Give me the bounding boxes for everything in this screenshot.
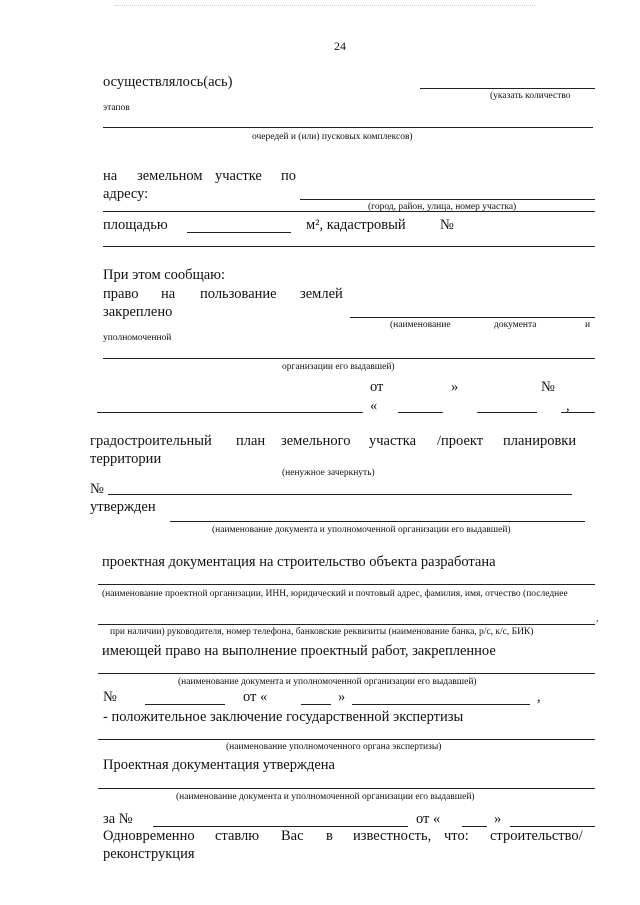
text-notice-w7: строительство/: [490, 828, 583, 844]
text-address: адресу:: [103, 186, 149, 202]
area-field[interactable]: [187, 232, 291, 233]
text-right-w4: землей: [300, 286, 343, 302]
design-permit-field[interactable]: [98, 673, 595, 674]
text-plan-w5: /проект: [437, 433, 484, 449]
text-carried-out: осуществлялось(ась): [103, 74, 233, 90]
text-comma-2: ,: [537, 689, 541, 705]
address-field[interactable]: [300, 199, 595, 200]
page-number: 24: [334, 39, 346, 53]
queues-field[interactable]: [103, 127, 593, 128]
text-notice-w3: Вас: [281, 828, 304, 844]
text-quote-open: «: [370, 398, 378, 414]
hint-doc-org-3: (наименование документа и уполномоченной организации его выдавшей): [176, 792, 475, 802]
text-i-inform: При этом сообщаю:: [103, 267, 226, 283]
text-area: площадью: [103, 217, 168, 233]
design-org-field-continuation[interactable]: [98, 624, 595, 625]
text-notice-w6: что:: [444, 828, 469, 844]
text-approved: утвержден: [90, 499, 156, 515]
text-plan-w3: земельного: [281, 433, 351, 449]
text-notice-w1: Одновременно: [103, 828, 195, 844]
text-number-sign-2: №: [90, 481, 104, 497]
text-plan-w4: участка: [369, 433, 417, 449]
approval-month-year-field[interactable]: [510, 826, 595, 827]
scan-artifact-line: [115, 5, 535, 6]
hint-doc-org: (наименование документа и уполномоченной организации его выдавшей): [212, 525, 511, 535]
text-notice-w4: в: [326, 828, 333, 844]
text-from-3: от «: [416, 811, 441, 827]
stages-count-field[interactable]: [420, 88, 595, 89]
text-land-w4: по: [281, 168, 297, 184]
hint-org-issuer: организации его выдавшей): [282, 362, 395, 372]
text-quote-close-3: »: [494, 811, 502, 827]
day-field[interactable]: [398, 412, 443, 413]
hint-doc-name-w1: (наименование: [390, 320, 451, 330]
hint-doc-name-w2: документа: [494, 320, 537, 330]
text-plan-w6: планировки: [503, 433, 577, 449]
text-notice-w2: ставлю: [215, 828, 260, 844]
text-reconstruction: реконструкция: [103, 846, 195, 862]
text-land-w1: на: [103, 168, 118, 184]
text-plan-w2: план: [236, 433, 266, 449]
text-fixed: закреплено: [103, 304, 173, 320]
design-org-field[interactable]: [98, 584, 595, 585]
hint-doc-name-w3: и: [585, 320, 591, 330]
month-field[interactable]: [477, 412, 537, 413]
hint-stages-count: (указать количество: [490, 91, 571, 101]
plan-approval-field[interactable]: [170, 521, 585, 522]
text-right-w1: право: [103, 286, 139, 302]
text-cadastral-number-sign: №: [440, 217, 454, 233]
text-approved-doc: Проектная документация утверждена: [103, 757, 335, 773]
plan-number-field[interactable]: [108, 494, 572, 495]
text-right-w3: пользование: [200, 286, 277, 302]
text-from-2: от «: [243, 689, 268, 705]
text-number-sign: №: [541, 379, 555, 395]
address-field-continuation[interactable]: [103, 211, 595, 212]
issuing-org-field[interactable]: [103, 358, 595, 359]
text-number-sign-3: №: [103, 689, 117, 705]
text-notice-w5: известность,: [353, 828, 432, 844]
hint-expertise-org: (наименование уполномоченного органа экспертизы): [226, 742, 442, 752]
text-having-right: имеющей право на выполнение проектный работ, закрепленное: [102, 643, 496, 659]
text-comma: ,: [566, 398, 570, 414]
text-expertise: - положительное заключение государственной экспертизы: [103, 709, 464, 725]
permit-number-field[interactable]: [145, 704, 225, 705]
number-field[interactable]: [561, 412, 595, 413]
text-plan-w1: градостроительный: [90, 433, 212, 449]
document-name-field[interactable]: [97, 412, 363, 413]
text-from: от: [370, 379, 384, 395]
hint-design-org: (наименование проектной организации, ИНН, юридический и почтовый адрес, фамилия, имя, отчество (последнее: [102, 589, 568, 599]
text-quote-close: »: [451, 379, 459, 395]
approval-doc-field[interactable]: [98, 788, 595, 789]
hint-queues: очередей и (или) пусковых комплексов): [252, 132, 413, 142]
permit-day-field[interactable]: [301, 704, 331, 705]
hint-address: (город, район, улица, номер участка): [368, 202, 517, 212]
cadastral-number-field[interactable]: [103, 246, 595, 247]
land-right-doc-field[interactable]: [350, 317, 595, 318]
text-land-w3: участке: [215, 168, 262, 184]
text-right-w2: на: [161, 286, 176, 302]
permit-month-year-field[interactable]: [352, 704, 530, 705]
text-land-w2: земельном: [137, 168, 203, 184]
text-quote-close-2: »: [338, 689, 346, 705]
hint-authorized: уполномоченной: [103, 333, 172, 343]
hint-doc-org-2: (наименование документа и уполномоченной организации его выдавшей): [178, 677, 477, 687]
hint-head-info: при наличии) руководителя, номер телефона, банковские реквизиты (наименование банка, р/с, к/с, БИК): [110, 627, 534, 637]
text-for-number: за №: [103, 811, 133, 827]
text-area-unit: м², кадастровый: [306, 217, 406, 233]
text-project-doc: проектная документация на строительство объекта разработана: [102, 554, 496, 570]
text-territory: территории: [90, 451, 162, 467]
expertise-org-field[interactable]: [98, 739, 595, 740]
hint-design-org-comma: ,: [596, 614, 599, 624]
hint-strike-unneeded: (ненужное зачеркнуть): [282, 468, 375, 478]
approval-day-field[interactable]: [462, 826, 487, 827]
text-stages: этапов: [103, 103, 130, 113]
approval-number-field[interactable]: [153, 826, 408, 827]
